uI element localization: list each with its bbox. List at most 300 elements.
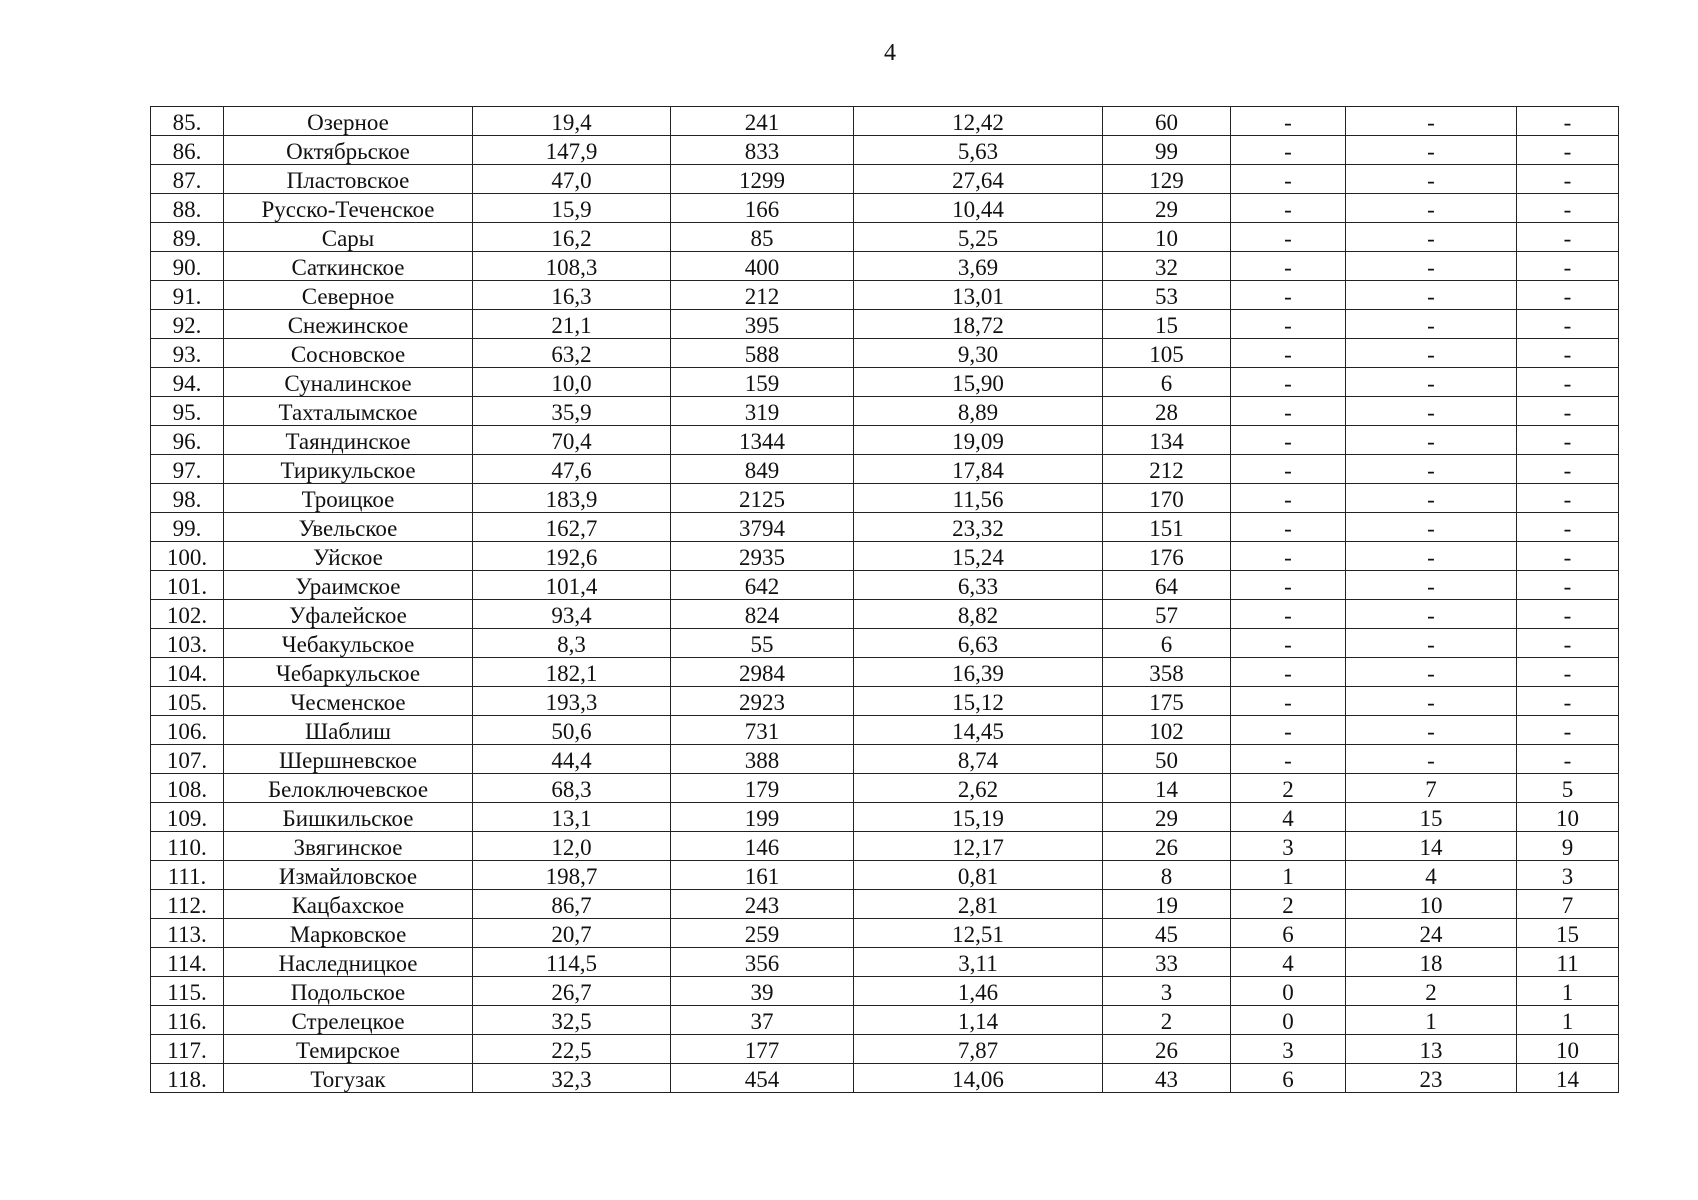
value-cell-7: -: [1517, 281, 1619, 310]
value-cell-4: 26: [1103, 832, 1231, 861]
table-row: [151, 136, 1619, 165]
row-number-cell: 100.: [151, 542, 224, 571]
value-cell-3: 27,64: [854, 165, 1103, 194]
value-cell-2: 388: [671, 745, 854, 774]
row-number-cell: 104.: [151, 658, 224, 687]
settlement-name-cell: Октябрьское: [224, 136, 473, 165]
value-cell-6: -: [1346, 484, 1517, 513]
value-cell-2: 319: [671, 397, 854, 426]
value-cell-1: 20,7: [473, 919, 671, 948]
value-cell-7: -: [1517, 455, 1619, 484]
value-cell-3: 3,11: [854, 948, 1103, 977]
value-cell-3: 12,42: [854, 107, 1103, 136]
row-number-cell: 101.: [151, 571, 224, 600]
value-cell-3: 16,39: [854, 658, 1103, 687]
value-cell-4: 32: [1103, 252, 1231, 281]
value-cell-5: -: [1231, 397, 1346, 426]
value-cell-5: 6: [1231, 919, 1346, 948]
table-row: [151, 716, 1619, 745]
value-cell-7: -: [1517, 658, 1619, 687]
value-cell-1: 162,7: [473, 513, 671, 542]
value-cell-7: -: [1517, 687, 1619, 716]
table-row: [151, 107, 1619, 136]
settlement-name-cell: Уфалейское: [224, 600, 473, 629]
value-cell-6: -: [1346, 716, 1517, 745]
value-cell-4: 102: [1103, 716, 1231, 745]
value-cell-1: 32,5: [473, 1006, 671, 1035]
row-number-cell: 117.: [151, 1035, 224, 1064]
value-cell-7: -: [1517, 252, 1619, 281]
value-cell-2: 85: [671, 223, 854, 252]
table-row: [151, 1035, 1619, 1064]
settlement-name-cell: Кацбахское: [224, 890, 473, 919]
value-cell-3: 7,87: [854, 1035, 1103, 1064]
value-cell-1: 192,6: [473, 542, 671, 571]
value-cell-1: 101,4: [473, 571, 671, 600]
value-cell-4: 64: [1103, 571, 1231, 600]
value-cell-4: 105: [1103, 339, 1231, 368]
value-cell-5: -: [1231, 745, 1346, 774]
value-cell-1: 13,1: [473, 803, 671, 832]
table-row: [151, 484, 1619, 513]
value-cell-1: 15,9: [473, 194, 671, 223]
value-cell-6: 2: [1346, 977, 1517, 1006]
row-number-cell: 108.: [151, 774, 224, 803]
settlement-name-cell: Сосновское: [224, 339, 473, 368]
value-cell-4: 212: [1103, 455, 1231, 484]
table-row: [151, 223, 1619, 252]
value-cell-6: 15: [1346, 803, 1517, 832]
row-number-cell: 94.: [151, 368, 224, 397]
value-cell-1: 35,9: [473, 397, 671, 426]
data-table: [150, 106, 1619, 1093]
value-cell-2: 39: [671, 977, 854, 1006]
value-cell-7: -: [1517, 513, 1619, 542]
value-cell-2: 1344: [671, 426, 854, 455]
value-cell-5: 1: [1231, 861, 1346, 890]
value-cell-6: -: [1346, 513, 1517, 542]
settlement-name-cell: Тахталымское: [224, 397, 473, 426]
settlement-name-cell: Озерное: [224, 107, 473, 136]
value-cell-2: 1299: [671, 165, 854, 194]
settlement-name-cell: Северное: [224, 281, 473, 310]
row-number-cell: 91.: [151, 281, 224, 310]
value-cell-4: 6: [1103, 629, 1231, 658]
value-cell-2: 161: [671, 861, 854, 890]
table-row: [151, 310, 1619, 339]
value-cell-4: 176: [1103, 542, 1231, 571]
row-number-cell: 118.: [151, 1064, 224, 1093]
value-cell-5: 0: [1231, 977, 1346, 1006]
value-cell-6: -: [1346, 310, 1517, 339]
table-row: [151, 542, 1619, 571]
value-cell-5: 2: [1231, 774, 1346, 803]
row-number-cell: 113.: [151, 919, 224, 948]
row-number-cell: 106.: [151, 716, 224, 745]
value-cell-2: 395: [671, 310, 854, 339]
value-cell-2: 731: [671, 716, 854, 745]
value-cell-6: -: [1346, 600, 1517, 629]
value-cell-3: 1,14: [854, 1006, 1103, 1035]
value-cell-5: -: [1231, 194, 1346, 223]
value-cell-3: 15,90: [854, 368, 1103, 397]
value-cell-7: 10: [1517, 1035, 1619, 1064]
value-cell-3: 8,74: [854, 745, 1103, 774]
value-cell-5: -: [1231, 165, 1346, 194]
value-cell-4: 53: [1103, 281, 1231, 310]
value-cell-7: -: [1517, 223, 1619, 252]
value-cell-2: 400: [671, 252, 854, 281]
value-cell-6: -: [1346, 426, 1517, 455]
table-row: [151, 571, 1619, 600]
value-cell-1: 63,2: [473, 339, 671, 368]
value-cell-4: 358: [1103, 658, 1231, 687]
value-cell-5: -: [1231, 513, 1346, 542]
value-cell-6: -: [1346, 745, 1517, 774]
value-cell-1: 114,5: [473, 948, 671, 977]
value-cell-4: 29: [1103, 803, 1231, 832]
value-cell-6: -: [1346, 136, 1517, 165]
row-number-cell: 99.: [151, 513, 224, 542]
settlement-name-cell: Измайловское: [224, 861, 473, 890]
settlement-name-cell: Белоключевское: [224, 774, 473, 803]
value-cell-2: 179: [671, 774, 854, 803]
value-cell-4: 43: [1103, 1064, 1231, 1093]
value-cell-4: 99: [1103, 136, 1231, 165]
value-cell-2: 454: [671, 1064, 854, 1093]
value-cell-1: 86,7: [473, 890, 671, 919]
settlement-name-cell: Ураимское: [224, 571, 473, 600]
row-number-cell: 86.: [151, 136, 224, 165]
value-cell-2: 177: [671, 1035, 854, 1064]
value-cell-7: -: [1517, 600, 1619, 629]
value-cell-6: -: [1346, 687, 1517, 716]
row-number-cell: 116.: [151, 1006, 224, 1035]
value-cell-1: 16,3: [473, 281, 671, 310]
settlement-name-cell: Пластовское: [224, 165, 473, 194]
value-cell-1: 47,0: [473, 165, 671, 194]
value-cell-1: 26,7: [473, 977, 671, 1006]
settlement-name-cell: Троицкое: [224, 484, 473, 513]
table-row: [151, 165, 1619, 194]
value-cell-3: 15,12: [854, 687, 1103, 716]
value-cell-2: 833: [671, 136, 854, 165]
value-cell-7: -: [1517, 368, 1619, 397]
value-cell-6: 13: [1346, 1035, 1517, 1064]
value-cell-1: 8,3: [473, 629, 671, 658]
row-number-cell: 103.: [151, 629, 224, 658]
value-cell-5: -: [1231, 223, 1346, 252]
settlement-name-cell: Шаблиш: [224, 716, 473, 745]
value-cell-3: 10,44: [854, 194, 1103, 223]
value-cell-5: -: [1231, 252, 1346, 281]
value-cell-4: 29: [1103, 194, 1231, 223]
value-cell-5: -: [1231, 629, 1346, 658]
value-cell-5: 6: [1231, 1064, 1346, 1093]
value-cell-3: 17,84: [854, 455, 1103, 484]
table-body: [151, 107, 1619, 1093]
settlement-name-cell: Тогузак: [224, 1064, 473, 1093]
table-row: [151, 600, 1619, 629]
table-row: [151, 890, 1619, 919]
table-row: [151, 629, 1619, 658]
value-cell-5: 4: [1231, 948, 1346, 977]
value-cell-5: 3: [1231, 832, 1346, 861]
value-cell-7: -: [1517, 571, 1619, 600]
value-cell-6: 14: [1346, 832, 1517, 861]
value-cell-6: -: [1346, 165, 1517, 194]
value-cell-6: -: [1346, 368, 1517, 397]
settlement-name-cell: Подольское: [224, 977, 473, 1006]
value-cell-3: 14,45: [854, 716, 1103, 745]
value-cell-7: 9: [1517, 832, 1619, 861]
table-row: [151, 281, 1619, 310]
row-number-cell: 98.: [151, 484, 224, 513]
table-row: [151, 252, 1619, 281]
value-cell-6: -: [1346, 571, 1517, 600]
table-row: [151, 368, 1619, 397]
value-cell-7: -: [1517, 745, 1619, 774]
table-row: [151, 687, 1619, 716]
value-cell-2: 259: [671, 919, 854, 948]
value-cell-3: 23,32: [854, 513, 1103, 542]
value-cell-7: 11: [1517, 948, 1619, 977]
value-cell-7: -: [1517, 339, 1619, 368]
settlement-name-cell: Русско-Теченское: [224, 194, 473, 223]
value-cell-1: 70,4: [473, 426, 671, 455]
value-cell-4: 26: [1103, 1035, 1231, 1064]
settlement-name-cell: Марковское: [224, 919, 473, 948]
value-cell-1: 198,7: [473, 861, 671, 890]
value-cell-2: 199: [671, 803, 854, 832]
value-cell-2: 2923: [671, 687, 854, 716]
value-cell-6: -: [1346, 194, 1517, 223]
value-cell-4: 19: [1103, 890, 1231, 919]
value-cell-3: 15,24: [854, 542, 1103, 571]
value-cell-2: 849: [671, 455, 854, 484]
value-cell-5: -: [1231, 658, 1346, 687]
value-cell-4: 45: [1103, 919, 1231, 948]
table-row: [151, 745, 1619, 774]
value-cell-4: 6: [1103, 368, 1231, 397]
value-cell-7: -: [1517, 542, 1619, 571]
value-cell-4: 57: [1103, 600, 1231, 629]
value-cell-2: 2935: [671, 542, 854, 571]
value-cell-4: 2: [1103, 1006, 1231, 1035]
value-cell-7: -: [1517, 107, 1619, 136]
value-cell-6: -: [1346, 455, 1517, 484]
table-row: [151, 455, 1619, 484]
value-cell-1: 10,0: [473, 368, 671, 397]
value-cell-5: -: [1231, 687, 1346, 716]
value-cell-7: -: [1517, 310, 1619, 339]
value-cell-6: 1: [1346, 1006, 1517, 1035]
value-cell-3: 6,33: [854, 571, 1103, 600]
value-cell-5: -: [1231, 716, 1346, 745]
value-cell-2: 642: [671, 571, 854, 600]
value-cell-5: 0: [1231, 1006, 1346, 1035]
value-cell-1: 32,3: [473, 1064, 671, 1093]
value-cell-4: 28: [1103, 397, 1231, 426]
value-cell-2: 146: [671, 832, 854, 861]
value-cell-4: 50: [1103, 745, 1231, 774]
value-cell-3: 1,46: [854, 977, 1103, 1006]
row-number-cell: 115.: [151, 977, 224, 1006]
value-cell-5: -: [1231, 426, 1346, 455]
settlement-name-cell: Бишкильское: [224, 803, 473, 832]
value-cell-7: -: [1517, 426, 1619, 455]
table-row: [151, 861, 1619, 890]
value-cell-2: 243: [671, 890, 854, 919]
value-cell-4: 134: [1103, 426, 1231, 455]
table-row: [151, 397, 1619, 426]
value-cell-6: 23: [1346, 1064, 1517, 1093]
value-cell-5: 3: [1231, 1035, 1346, 1064]
value-cell-6: -: [1346, 658, 1517, 687]
value-cell-3: 14,06: [854, 1064, 1103, 1093]
value-cell-4: 15: [1103, 310, 1231, 339]
row-number-cell: 107.: [151, 745, 224, 774]
table-row: [151, 339, 1619, 368]
settlement-name-cell: Наследницкое: [224, 948, 473, 977]
value-cell-3: 3,69: [854, 252, 1103, 281]
value-cell-3: 13,01: [854, 281, 1103, 310]
value-cell-3: 19,09: [854, 426, 1103, 455]
value-cell-5: 4: [1231, 803, 1346, 832]
row-number-cell: 109.: [151, 803, 224, 832]
value-cell-7: -: [1517, 397, 1619, 426]
value-cell-6: -: [1346, 223, 1517, 252]
value-cell-3: 15,19: [854, 803, 1103, 832]
settlement-name-cell: Тирикульское: [224, 455, 473, 484]
value-cell-5: -: [1231, 571, 1346, 600]
settlement-name-cell: Стрелецкое: [224, 1006, 473, 1035]
row-number-cell: 105.: [151, 687, 224, 716]
settlement-name-cell: Чебаркульское: [224, 658, 473, 687]
value-cell-5: -: [1231, 136, 1346, 165]
value-cell-3: 8,89: [854, 397, 1103, 426]
value-cell-7: 15: [1517, 919, 1619, 948]
value-cell-6: -: [1346, 252, 1517, 281]
table-row: [151, 919, 1619, 948]
value-cell-6: 10: [1346, 890, 1517, 919]
value-cell-1: 19,4: [473, 107, 671, 136]
value-cell-7: -: [1517, 629, 1619, 658]
row-number-cell: 95.: [151, 397, 224, 426]
value-cell-7: -: [1517, 165, 1619, 194]
value-cell-3: 5,63: [854, 136, 1103, 165]
value-cell-4: 129: [1103, 165, 1231, 194]
value-cell-5: -: [1231, 107, 1346, 136]
value-cell-3: 0,81: [854, 861, 1103, 890]
value-cell-5: -: [1231, 310, 1346, 339]
value-cell-3: 12,51: [854, 919, 1103, 948]
value-cell-6: -: [1346, 629, 1517, 658]
value-cell-1: 50,6: [473, 716, 671, 745]
page-number: 4: [884, 40, 896, 66]
table-row: [151, 1064, 1619, 1093]
table-row: [151, 426, 1619, 455]
table-row: [151, 194, 1619, 223]
settlement-name-cell: Темирское: [224, 1035, 473, 1064]
value-cell-2: 55: [671, 629, 854, 658]
value-cell-2: 159: [671, 368, 854, 397]
table-row: [151, 977, 1619, 1006]
value-cell-5: -: [1231, 368, 1346, 397]
row-number-cell: 89.: [151, 223, 224, 252]
row-number-cell: 90.: [151, 252, 224, 281]
value-cell-6: -: [1346, 397, 1517, 426]
value-cell-2: 37: [671, 1006, 854, 1035]
settlement-name-cell: Таяндинское: [224, 426, 473, 455]
value-cell-1: 93,4: [473, 600, 671, 629]
value-cell-7: 7: [1517, 890, 1619, 919]
table-row: [151, 832, 1619, 861]
value-cell-4: 175: [1103, 687, 1231, 716]
value-cell-4: 33: [1103, 948, 1231, 977]
table-row: [151, 803, 1619, 832]
value-cell-3: 6,63: [854, 629, 1103, 658]
value-cell-7: 1: [1517, 977, 1619, 1006]
value-cell-4: 14: [1103, 774, 1231, 803]
value-cell-7: -: [1517, 716, 1619, 745]
value-cell-4: 10: [1103, 223, 1231, 252]
value-cell-3: 18,72: [854, 310, 1103, 339]
row-number-cell: 88.: [151, 194, 224, 223]
value-cell-1: 44,4: [473, 745, 671, 774]
value-cell-7: 5: [1517, 774, 1619, 803]
value-cell-7: -: [1517, 194, 1619, 223]
settlement-name-cell: Чесменское: [224, 687, 473, 716]
value-cell-5: -: [1231, 281, 1346, 310]
value-cell-5: -: [1231, 542, 1346, 571]
value-cell-2: 2125: [671, 484, 854, 513]
value-cell-1: 22,5: [473, 1035, 671, 1064]
value-cell-6: 7: [1346, 774, 1517, 803]
value-cell-2: 824: [671, 600, 854, 629]
value-cell-2: 3794: [671, 513, 854, 542]
value-cell-3: 8,82: [854, 600, 1103, 629]
value-cell-6: 4: [1346, 861, 1517, 890]
value-cell-3: 9,30: [854, 339, 1103, 368]
row-number-cell: 92.: [151, 310, 224, 339]
value-cell-5: -: [1231, 455, 1346, 484]
value-cell-3: 12,17: [854, 832, 1103, 861]
value-cell-1: 47,6: [473, 455, 671, 484]
settlement-name-cell: Звягинское: [224, 832, 473, 861]
settlement-name-cell: Шершневское: [224, 745, 473, 774]
value-cell-1: 68,3: [473, 774, 671, 803]
value-cell-1: 16,2: [473, 223, 671, 252]
table-row: [151, 774, 1619, 803]
value-cell-5: 2: [1231, 890, 1346, 919]
row-number-cell: 102.: [151, 600, 224, 629]
row-number-cell: 93.: [151, 339, 224, 368]
row-number-cell: 112.: [151, 890, 224, 919]
value-cell-3: 2,62: [854, 774, 1103, 803]
value-cell-3: 11,56: [854, 484, 1103, 513]
value-cell-4: 8: [1103, 861, 1231, 890]
value-cell-7: -: [1517, 484, 1619, 513]
value-cell-1: 108,3: [473, 252, 671, 281]
value-cell-2: 588: [671, 339, 854, 368]
settlement-name-cell: Увельское: [224, 513, 473, 542]
settlement-name-cell: Уйское: [224, 542, 473, 571]
table-row: [151, 513, 1619, 542]
value-cell-6: 18: [1346, 948, 1517, 977]
value-cell-1: 193,3: [473, 687, 671, 716]
value-cell-2: 241: [671, 107, 854, 136]
